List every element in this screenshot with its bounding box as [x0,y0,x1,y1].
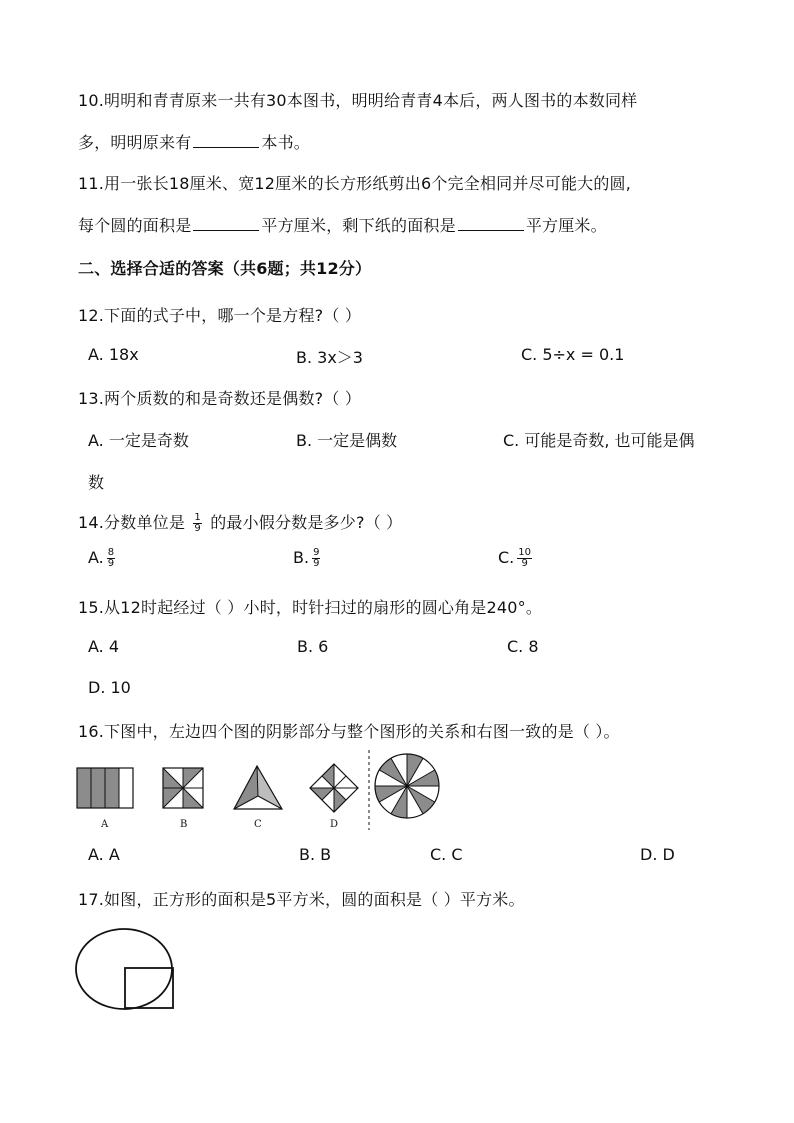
q13-stem: 13.两个质数的和是奇数还是偶数?（ ） [78,389,362,408]
q15-option-c[interactable]: C. 8 [507,637,539,656]
figure-label-c: C [254,819,262,830]
q14-stem-b: 的最小假分数是多少?（ ） [210,513,403,532]
q10-line1: 10.明明和青青原来一共有30本图书，明明给青青4本后，两人图书的本数同样 [78,91,638,110]
q16-stem: 16.下图中，左边四个图的阴影部分与整个图形的关系和右图一致的是（ ）。 [78,722,620,741]
section-title: 二、选择合适的答案（共6题；共12分） [78,259,372,278]
figure-d-diamond [310,764,358,812]
q14-stem [78,510,402,534]
q16-option-a[interactable]: A. A [88,845,120,864]
figure-c-triangle [234,766,282,809]
q13-option-c-wrap: 数 [88,473,105,492]
q17-stem: 17.如图，正方形的面积是5平方米，圆的面积是（ ）平方米。 [78,890,525,909]
q14-stem-a: 14.分数单位是 [78,513,186,532]
q11-text-b: 平方厘米，剩下纸的面积是 [261,216,456,235]
q10-text-a: 多，明明原来有 [78,133,192,152]
q12-stem: 12.下面的式子中，哪一个是方程?（ ） [78,306,362,325]
q12-option-c[interactable]: C. 5÷x = 0.1 [521,345,625,364]
q11-line2 [78,213,607,236]
q16-option-c[interactable]: C. C [430,845,463,864]
q15-stem: 15.从12时起经过（ ）小时，时针扫过的扇形的圆心角是240°。 [78,598,543,617]
q14-option-b[interactable]: B. $\frac{9}{9}$ [293,547,320,569]
q16-option-d[interactable]: D. D [640,845,675,864]
q12-option-a[interactable]: A. 18x [88,345,139,364]
q10-answer-blank[interactable] [193,133,259,148]
q15-option-d[interactable]: D. 10 [88,678,131,697]
q11-answer-blank-1[interactable] [193,216,259,231]
q16-option-b[interactable]: B. B [299,845,332,864]
q10-text-b: 本书。 [261,133,311,152]
q15-option-b[interactable]: B. 6 [297,637,329,656]
figure-label-d: D [330,819,339,830]
q12-option-b[interactable]: B. 3x＞3 [296,348,363,367]
q10-line2 [78,130,310,153]
q13-option-b[interactable]: B. 一定是偶数 [296,431,398,450]
figure-right-circle [375,754,439,818]
figure-label-a: A [101,819,109,830]
q14-option-c[interactable]: C. $\frac{10}{9}$ [498,547,531,569]
figure-b-square [163,768,203,808]
q17-circle [76,929,172,1009]
q11-line1: 11.用一张长18厘米、宽12厘米的长方形纸剪出6个完全相同并尽可能大的圆, [78,174,632,193]
q17-figure [74,926,184,1016]
q13-option-a[interactable]: A. 一定是奇数 [88,431,189,450]
q13-option-c[interactable]: C. 可能是奇数, 也可能是偶 [503,431,695,450]
q11-text-c: 平方厘米。 [525,216,607,235]
q14-stem-fraction: $\frac{1}{9}$ [194,512,201,534]
figure-a-rectangle [77,768,133,808]
q11-answer-blank-2[interactable] [458,216,524,231]
q15-option-a[interactable]: A. 4 [88,637,120,656]
q14-option-a[interactable]: A. $\frac{8}{9}$ [88,547,115,569]
q11-text-a: 每个圆的面积是 [78,216,192,235]
figure-label-b: B [180,819,188,830]
